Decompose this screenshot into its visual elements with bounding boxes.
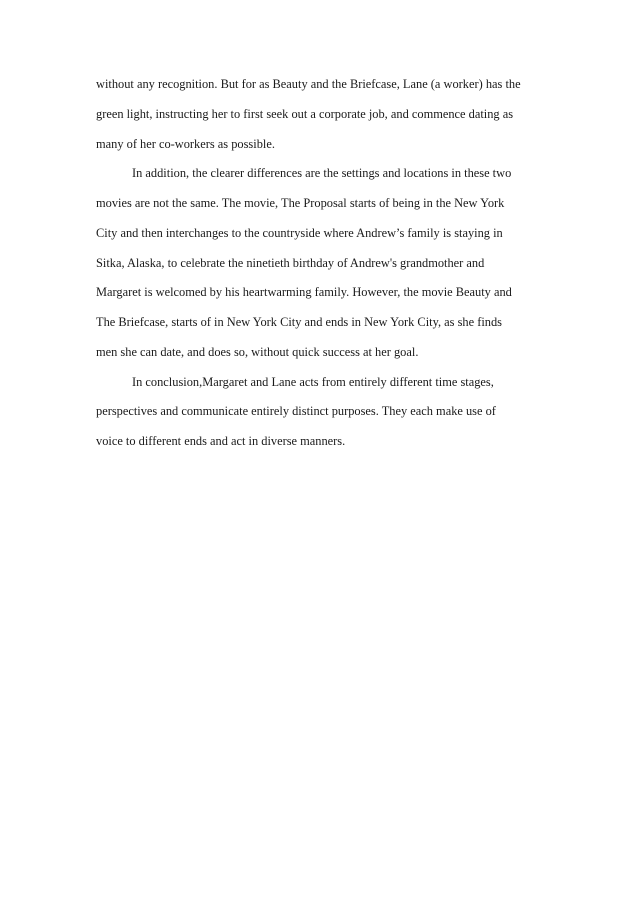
text-line: green light, instructing her to first seek out a corporate job, and commence dating as (96, 106, 514, 121)
text-line: City and then interchanges to the countryside where Andrew’s family is staying in (96, 225, 503, 240)
text-line: The Briefcase, starts of in New York City and ends in New York City, as she finds (96, 315, 502, 329)
text-line: men she can date, and does so, without quick success at her goal. (96, 344, 419, 359)
body-text (96, 74, 556, 461)
text-line: voice to different ends and act in diverse manners. (96, 434, 346, 448)
text-line: Sitka, Alaska, to celebrate the ninetieth birthday of Andrew's grandmother and (96, 255, 485, 270)
text-line: perspectives and communicate entirely distinct purposes. They each make use of (96, 404, 496, 419)
text-line: Margaret is welcomed by his heartwarming family. However, the movie Beauty and (96, 285, 512, 300)
paragraph-start-line: In conclusion,Margaret and Lane acts from entirely different time stages, (132, 374, 494, 389)
text-line: many of her co-workers as possible. (96, 136, 275, 151)
paragraph-start-line: In addition, the clearer differences are the settings and locations in these two (132, 166, 512, 181)
text-line: without any recognition. But for as Beauty and the Briefcase, Lane (a worker) has the (96, 77, 521, 91)
text-line: movies are not the same. The movie, The Proposal starts of being in the New York (96, 196, 505, 210)
